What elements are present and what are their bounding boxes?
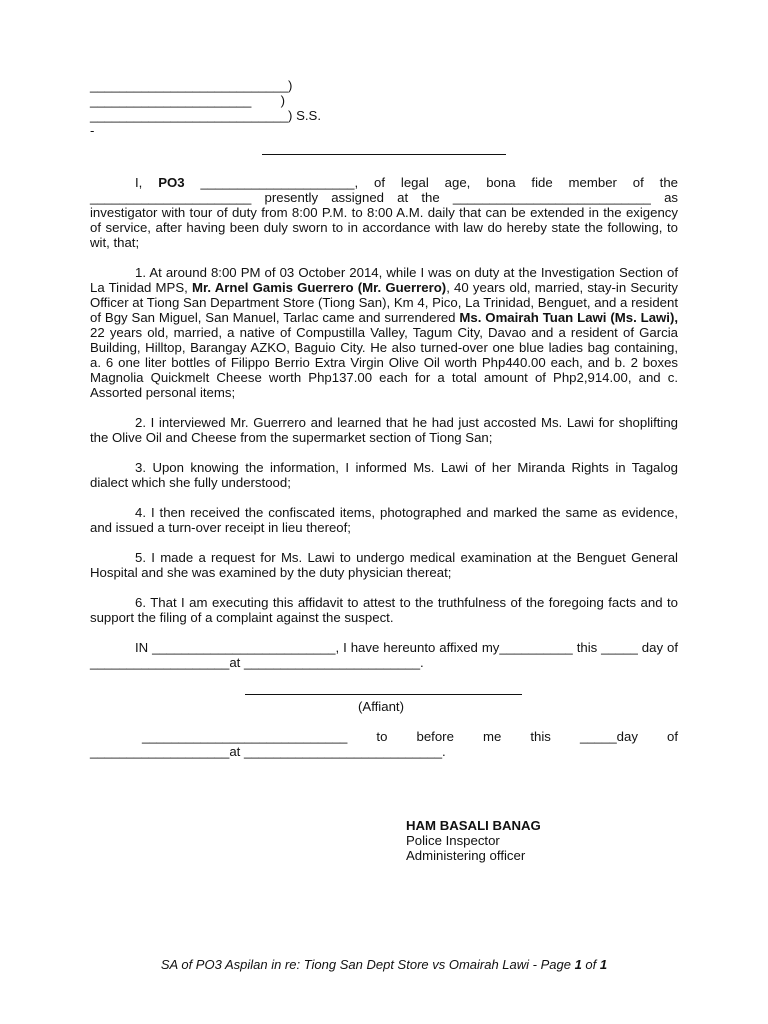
administering-officer-block <box>406 818 541 863</box>
footer-prefix: SA of PO3 Aspilan in re: <box>160 957 304 972</box>
para1-name-guerrero: Mr. Arnel Gamis Guerrero (Mr. Guerrero) <box>191 280 447 295</box>
para1-name-lawi: Ms. Omairah Tuan Lawi (Ms. Lawi), <box>459 310 679 325</box>
officer-role: Administering officer <box>406 848 526 863</box>
caption-line-2: ______________________ ) <box>90 93 286 108</box>
para1-text-a: 1. At around 8:00 PM of 03 October 2014, while I was on duty at the Investigation Section of La Tinidad MPS, <box>90 265 678 295</box>
intro-i: I, <box>135 175 159 190</box>
jurat-clause: ____________________________ to before me this _____day of ___________________at ___________________________. <box>90 729 678 759</box>
para1-text-e: 22 years old, married, a native of Compustilla Valley, Tagum City, Davao and a resident of Garcia Building, Hilltop, Barangay AZKO, Baguio City. He also turned-over one blue ladies bag containing, a. 6 one liter bottles of Filippo Berrio Extra Virgin Olive Oil worth Php440.00 each, and b. 2 boxes Magnolia Quickmelt Cheese worth Php137.00 each for a total amount of Php2,914.00, and c. Assorted personal items; <box>90 325 678 400</box>
affiant-signature-line <box>245 694 522 695</box>
footer-of-label: of <box>581 957 600 972</box>
paragraph-4: 4. I then received the confiscated items, photographed and marked the same as evidence, and issued a turn-over receipt in lieu thereof; <box>90 505 678 535</box>
footer-page-total: 1 <box>599 957 608 972</box>
caption-line-4: - <box>90 123 95 138</box>
paragraph-3: 3. Upon knowing the information, I informed Ms. Lawi of her Miranda Rights in Tagalog dialect which she fully understood; <box>90 460 678 490</box>
intro-paragraph <box>90 175 678 250</box>
officer-name: HAM BASALI BANAG <box>406 818 541 833</box>
caption-line-1: ___________________________) <box>90 78 293 93</box>
affidavit-page <box>90 78 678 759</box>
footer-page-number: 1 <box>574 957 582 972</box>
page-footer <box>0 957 768 972</box>
footer-case: Tiong San Dept Store vs Omairah Lawi <box>303 957 530 972</box>
intro-rest: _____________________, of legal age, bona fide member of the ______________________ presently assigned at the ___________________________ as investigator with tour of duty from 8:00 P.M. to 8:00 A.M. daily that can be extended in the exigency of service, after having been duly sworn to in accordance with law do hereby state the following, to wit, that; <box>90 175 679 250</box>
paragraph-2: 2. I interviewed Mr. Guerrero and learned that he had just accosted Ms. Lawi for shoplifting the Olive Oil and Cheese from the supermarket section of Tiong San; <box>90 415 678 445</box>
footer-page-label: - Page <box>529 957 575 972</box>
para1-text-c: , 40 years old, married, stay-in Security Officer at Tiong San Department Store (Tiong San), Km 4, Pico, La Trinidad, Benguet, and a resident of Bgy San Miguel, San Manuel, Tarlac came and surrendered <box>90 280 678 325</box>
paragraph-6: 6. That I am executing this affidavit to attest to the truthfulness of the foregoing facts and to support the filing of a complaint against the suspect. <box>90 595 678 625</box>
officer-title: Police Inspector <box>406 833 500 848</box>
paragraph-1 <box>90 265 678 400</box>
title-blank-line <box>262 148 506 155</box>
caption-line-3: ___________________________) S.S. <box>90 108 322 123</box>
witness-clause: IN _________________________, I have hereunto affixed my__________ this _____ day of ___________________at ________________________. <box>90 640 678 670</box>
affiant-label: (Affiant) <box>358 699 404 714</box>
paragraph-5: 5. I made a request for Ms. Lawi to undergo medical examination at the Benguet General Hospital and she was examined by the duty physician thereat; <box>90 550 678 580</box>
intro-rank: PO3 <box>158 175 185 190</box>
